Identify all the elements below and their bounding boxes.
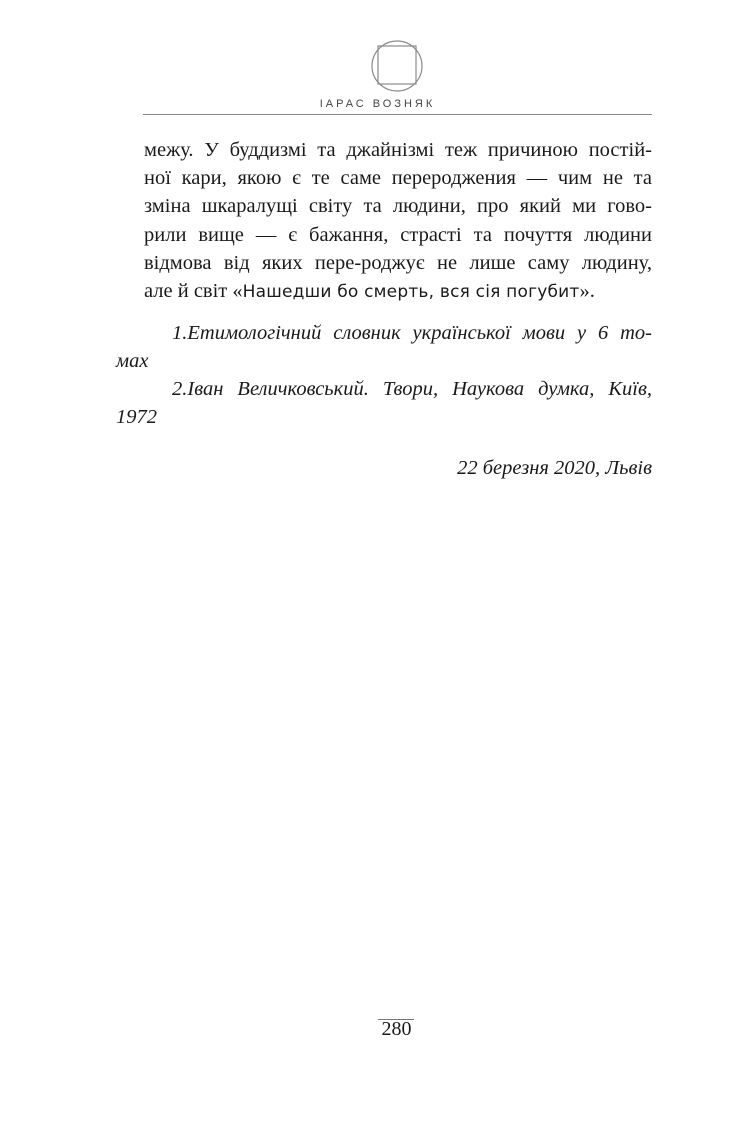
old-slavonic-quote: Нашедши бо смерть, вся сія погубит xyxy=(242,282,580,303)
reference-text-continued: 1972 xyxy=(116,406,157,428)
body-line: відмова від яких пере-роджує не лише саму людину, xyxy=(144,251,652,274)
reference-item xyxy=(116,319,652,375)
body-line: ної кари, якою є те саме перероджения — чим не та xyxy=(144,167,652,190)
reference-text: 1.Етимологічний словник української мови у 6 то- xyxy=(172,322,652,344)
reference-text-continued: мах xyxy=(116,350,149,372)
page-number: 280 xyxy=(381,1018,412,1040)
reference-text: 2.Іван Величковський. Твори, Наукова думка, Київ, xyxy=(172,378,652,400)
body-line-last xyxy=(144,277,652,306)
header-divider xyxy=(143,114,652,115)
circle-square-emblem-icon xyxy=(369,36,425,94)
references-list xyxy=(116,319,652,431)
body-line: межу. У буддизмі та джайнізмі теж причиною постій- xyxy=(144,139,652,161)
body-line-last-suffix: ». xyxy=(579,280,595,303)
body-line-last-prefix: але й світ « xyxy=(144,280,243,303)
body-paragraph xyxy=(144,136,652,306)
date-place-signoff: 22 березня 2020, Львів xyxy=(457,457,652,479)
running-header-author: ІАРАС ВОЗНЯК xyxy=(319,98,436,110)
body-line: рили вище — є бажання, страсті та почуття людини xyxy=(144,223,652,246)
reference-item xyxy=(116,375,652,431)
body-line: зміна шкаралущі світу та людини, про який ми гово- xyxy=(144,195,652,218)
